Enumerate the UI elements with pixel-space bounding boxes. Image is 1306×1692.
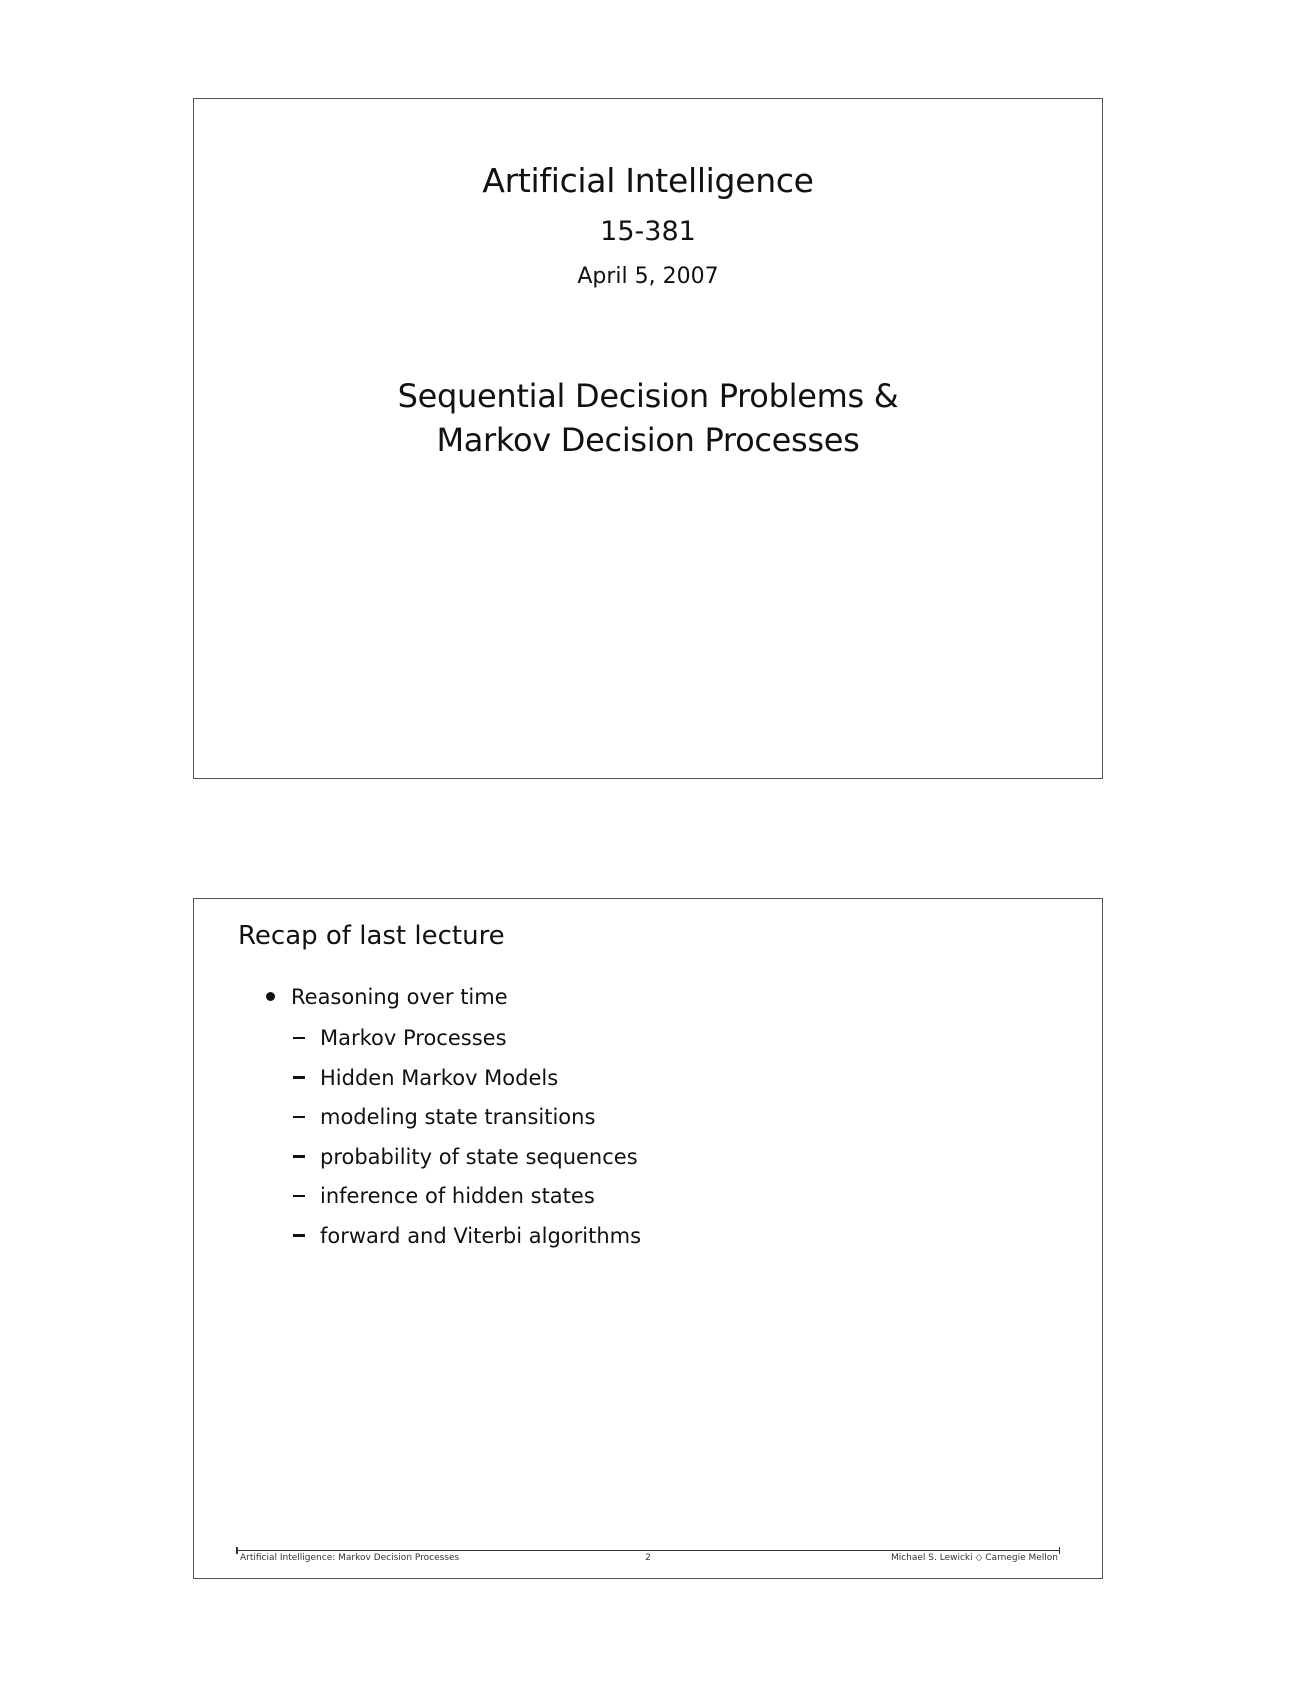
course-number: 15-381 (600, 216, 696, 247)
footer-author: Michael S. Lewicki ◇ Carnegie Mellon (890, 1553, 1058, 1563)
dash-icon (293, 1195, 305, 1198)
sub-bullet-text: inference of hidden states (320, 1184, 595, 1208)
sub-bullet-text: forward and Viterbi algorithms (320, 1223, 642, 1248)
sub-bullet-list (293, 1025, 641, 1262)
dash-icon (293, 1076, 305, 1079)
sub-bullet-item (293, 1065, 641, 1105)
lecture-topic-line-2: Markov Decision Processes (436, 421, 860, 459)
footer-rule (236, 1550, 1060, 1551)
bullet-dot-icon (266, 992, 275, 1001)
sub-bullet-item (293, 1223, 641, 1263)
bullet-text: Reasoning over time (291, 985, 508, 1009)
slide-recap (193, 898, 1103, 1579)
sub-bullet-text: modeling state transitions (320, 1105, 596, 1129)
sub-bullet-text: Markov Processes (320, 1026, 507, 1050)
dash-icon (293, 1037, 305, 1040)
dash-icon (293, 1116, 305, 1119)
slide-heading: Recap of last lecture (238, 921, 505, 951)
footer-course-title: Artificial Intelligence: Markov Decision Processes (240, 1553, 460, 1563)
sub-bullet-item (293, 1104, 641, 1144)
footer-page-number: 2 (645, 1553, 651, 1563)
sub-bullet-text: Hidden Markov Models (320, 1065, 559, 1090)
lecture-date: April 5, 2007 (577, 264, 719, 289)
lecture-topic-line-1: Sequential Decision Problems & (397, 377, 899, 415)
sub-bullet-text: probability of state sequences (320, 1144, 638, 1169)
slide-title-heading: Artificial Intelligence (482, 161, 814, 200)
dash-icon (293, 1234, 305, 1237)
dash-icon (293, 1155, 305, 1158)
slide-title (193, 98, 1103, 779)
sub-bullet-item (293, 1144, 641, 1184)
sub-bullet-item (293, 1025, 641, 1065)
bullet-item (266, 985, 508, 1009)
sub-bullet-item (293, 1183, 641, 1223)
